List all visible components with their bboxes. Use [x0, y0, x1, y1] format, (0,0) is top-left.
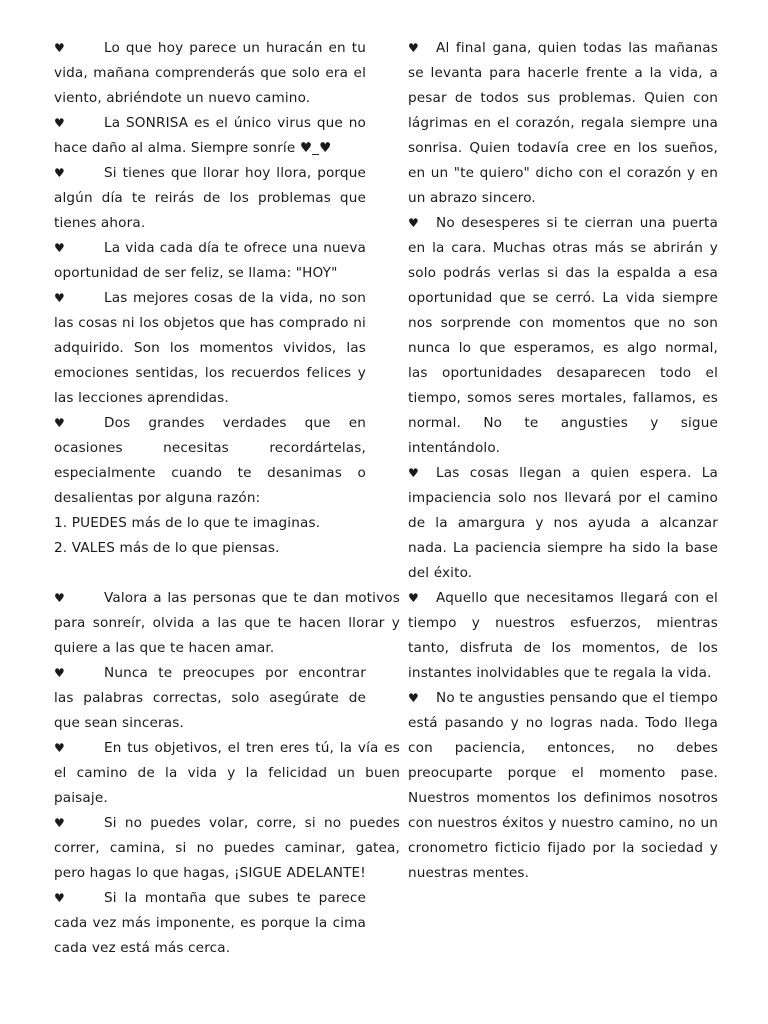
quote-item — [54, 811, 400, 886]
quote-text: La SONRISA es el único virus que no hace daño al alma. Siempre sonríe ♥_♥ — [54, 115, 366, 156]
heart-icon: ♥ — [54, 166, 65, 180]
quote-text: Nunca te preocupes por encontrar las palabras correctas, solo asegúrate de que sean sinceras. — [54, 665, 366, 731]
quote-item — [54, 111, 366, 161]
quote-item — [54, 36, 366, 111]
quote-text: No te angusties pensando que el tiempo está pasando y no logras nada. Todo llega con paciencia, entonces, no debes preocuparte porque el momento pase. Nuestros momentos los definimos nosotros con nuestros éxitos y nuestro camino, no un cronometro ficticio fijado por la sociedad y nuestras mentes. — [408, 690, 718, 881]
heart-icon: ♥ — [408, 41, 419, 55]
heart-icon: ♥ — [408, 466, 419, 480]
heart-icon: ♥ — [54, 291, 65, 305]
heart-icon: ♥ — [54, 741, 65, 755]
quote-text: Si la montaña que subes te parece cada vez más imponente, es porque la cima cada vez está más cerca. — [54, 890, 366, 956]
quote-item — [408, 211, 718, 461]
heart-icon: ♥ — [54, 816, 65, 830]
quote-text: No desesperes si te cierran una puerta en la cara. Muchas otras más se abrirán y solo podrás verlas si das la espalda a esa oportunidad que se cerró. La vida siempre nos sorprende con momentos que no son nunca lo que esperamos, es algo normal, las oportunidades desaparecen todo el tiempo, somos seres mortales, fallamos, es normal. No te angusties y sigue intentándolo. — [408, 215, 718, 456]
left-column — [54, 36, 400, 961]
heart-icon: ♥ — [54, 241, 65, 255]
right-column — [408, 36, 718, 886]
quote-item — [54, 286, 366, 411]
quote-text: Las cosas llegan a quien espera. La impaciencia solo nos llevará por el camino de la amargura y nos ayuda a alcanzar nada. La paciencia siempre ha sido la base del éxito. — [408, 465, 718, 581]
quote-item — [408, 461, 718, 586]
quote-text: Al final gana, quien todas las mañanas se levanta para hacerle frente a la vida, a pesar de todos sus problemas. Quien con lágrimas en el corazón, regala siempre una sonrisa. Quien todavía cree en los sueños, en un "te quiero" dicho con el corazón y en un abrazo sincero. — [408, 40, 718, 206]
quote-text: Valora a las personas que te dan motivos para sonreír, olvida a las que te hacen llorar y quiere a las que te hacen amar. — [54, 590, 400, 656]
quote-item — [408, 686, 718, 886]
quote-text: Las mejores cosas de la vida, no son las cosas ni los objetos que has comprado ni adquirido. Son los momentos vividos, las emociones sentidas, los recuerdos felices y las lecciones aprendidas. — [54, 290, 366, 406]
blank-line — [54, 561, 366, 586]
list-line: 2. VALES más de lo que piensas. — [54, 540, 280, 556]
heart-icon: ♥ — [408, 691, 419, 705]
heart-icon: ♥ — [408, 216, 419, 230]
quote-item — [54, 586, 400, 661]
quote-item — [54, 161, 366, 236]
quote-item — [408, 36, 718, 211]
quote-item — [54, 411, 366, 511]
quote-text: Lo que hoy parece un huracán en tu vida, mañana comprenderás que solo era el viento, abriéndote un nuevo camino. — [54, 40, 366, 106]
quote-item — [54, 736, 400, 811]
quote-text: La vida cada día te ofrece una nueva oportunidad de ser feliz, se llama: "HOY" — [54, 240, 366, 281]
heart-icon: ♥ — [54, 591, 65, 605]
quote-text: Si tienes que llorar hoy llora, porque algún día te reirás de los problemas que tienes ahora. — [54, 165, 366, 231]
quote-item — [54, 661, 366, 736]
quote-text: Aquello que necesitamos llegará con el tiempo y nuestros esfuerzos, mientras tanto, disfruta de los momentos, de los instantes inolvidables que te regala la vida. — [408, 590, 718, 681]
heart-icon: ♥ — [54, 41, 65, 55]
heart-icon: ♥ — [54, 116, 65, 130]
quote-item — [408, 586, 718, 686]
heart-icon: ♥ — [408, 591, 419, 605]
quote-item — [54, 236, 366, 286]
heart-icon: ♥ — [54, 666, 65, 680]
heart-icon: ♥ — [54, 891, 65, 905]
quote-text: Dos grandes verdades que en ocasiones necesitas recordártelas, especialmente cuando te desanimas o desalientas por alguna razón: — [54, 415, 366, 506]
list-line: 1. PUEDES más de lo que te imaginas. — [54, 515, 321, 531]
quote-item — [54, 886, 366, 961]
quote-text: En tus objetivos, el tren eres tú, la vía es el camino de la vida y la felicidad un buen paisaje. — [54, 740, 400, 806]
quote-text: Si no puedes volar, corre, si no puedes correr, camina, si no puedes caminar, gatea, pero hagas lo que hagas, ¡SIGUE ADELANTE! — [54, 815, 400, 881]
heart-icon: ♥ — [54, 416, 65, 430]
